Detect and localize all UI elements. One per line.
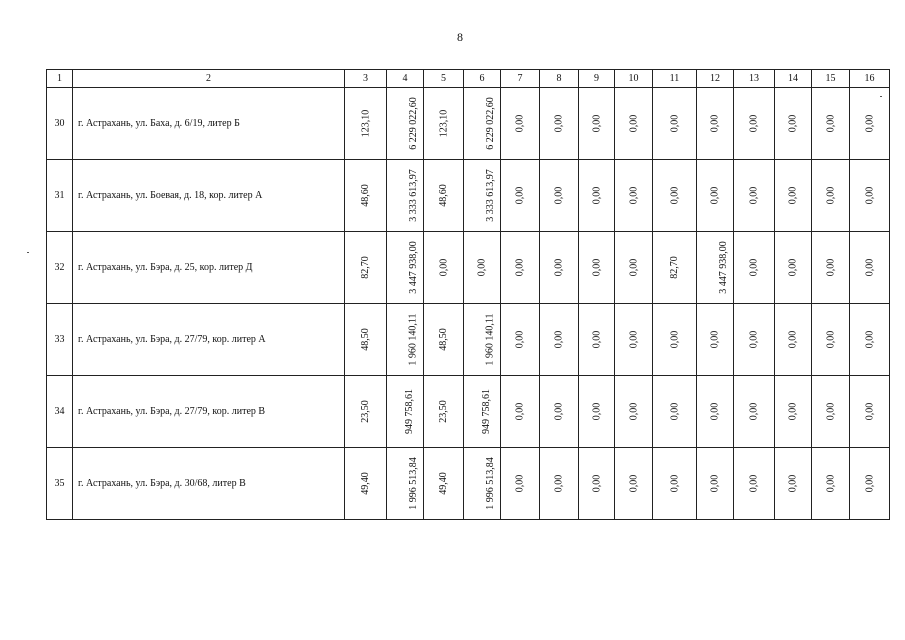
value-text: 0,00 bbox=[825, 330, 836, 349]
value-cell-col-11 bbox=[653, 304, 697, 376]
value-text: 3 447 938,00 bbox=[717, 241, 729, 294]
value-cell-col-7 bbox=[501, 88, 540, 160]
value-text: 0,00 bbox=[864, 114, 875, 133]
column-header-5: 5 bbox=[424, 70, 464, 88]
value-text: 0,00 bbox=[669, 402, 680, 421]
value-text: 0,00 bbox=[748, 258, 760, 277]
value-cell-col-6 bbox=[464, 232, 501, 304]
property-table bbox=[46, 69, 890, 520]
value-cell-col-16 bbox=[850, 448, 890, 520]
value-cell-col-11 bbox=[653, 232, 697, 304]
column-header-1: 1 bbox=[47, 70, 73, 88]
value-text: 0,00 bbox=[787, 330, 799, 349]
column-header-9: 9 bbox=[579, 70, 615, 88]
value-cell-col-9 bbox=[579, 448, 615, 520]
row-number: 30 bbox=[47, 88, 73, 160]
value-cell-col-14 bbox=[775, 304, 812, 376]
address-cell: г. Астрахань, ул. Бэра, д. 27/79, кор. литер А bbox=[73, 304, 345, 376]
table-row bbox=[47, 232, 890, 304]
value-cell-col-11 bbox=[653, 376, 697, 448]
value-text: 3 333 613,97 bbox=[484, 169, 496, 222]
value-cell-col-5 bbox=[424, 304, 464, 376]
column-header-11: 11 bbox=[653, 70, 697, 88]
value-cell-col-15 bbox=[812, 232, 850, 304]
value-cell-col-3 bbox=[345, 304, 387, 376]
value-cell-col-13 bbox=[734, 448, 775, 520]
value-text: 48,50 bbox=[360, 328, 371, 351]
value-text: 0,00 bbox=[438, 258, 449, 277]
value-cell-col-4 bbox=[387, 88, 424, 160]
value-text: 0,00 bbox=[591, 330, 602, 349]
table-row bbox=[47, 160, 890, 232]
value-text: 0,00 bbox=[628, 258, 639, 277]
column-header-3: 3 bbox=[345, 70, 387, 88]
value-cell-col-14 bbox=[775, 376, 812, 448]
value-cell-col-10 bbox=[615, 304, 653, 376]
value-cell-col-9 bbox=[579, 232, 615, 304]
value-cell-col-12 bbox=[697, 304, 734, 376]
value-text: 0,00 bbox=[514, 474, 526, 493]
value-text: 0,00 bbox=[864, 330, 875, 349]
value-text: 123,10 bbox=[438, 109, 449, 138]
value-text: 0,00 bbox=[591, 402, 602, 421]
value-cell-col-5 bbox=[424, 88, 464, 160]
value-cell-col-5 bbox=[424, 376, 464, 448]
value-cell-col-7 bbox=[501, 160, 540, 232]
value-cell-col-12 bbox=[697, 160, 734, 232]
value-text: 0,00 bbox=[628, 402, 639, 421]
value-cell-col-15 bbox=[812, 448, 850, 520]
value-cell-col-9 bbox=[579, 304, 615, 376]
value-text: 0,00 bbox=[825, 402, 836, 421]
value-cell-col-4 bbox=[387, 304, 424, 376]
value-cell-col-9 bbox=[579, 376, 615, 448]
value-cell-col-7 bbox=[501, 304, 540, 376]
value-text: 6 229 022,60 bbox=[407, 97, 419, 150]
value-cell-col-16 bbox=[850, 88, 890, 160]
value-cell-col-13 bbox=[734, 232, 775, 304]
table-row bbox=[47, 88, 890, 160]
value-cell-col-3 bbox=[345, 232, 387, 304]
value-text: 949 758,61 bbox=[404, 389, 415, 434]
value-text: 48,60 bbox=[360, 184, 371, 207]
value-cell-col-15 bbox=[812, 88, 850, 160]
value-cell-col-16 bbox=[850, 160, 890, 232]
address-cell: г. Астрахань, ул. Бэра, д. 27/79, кор. литер В bbox=[73, 376, 345, 448]
value-cell-col-8 bbox=[540, 376, 579, 448]
value-text: 6 229 022,60 bbox=[484, 97, 496, 150]
scan-speck bbox=[27, 252, 29, 253]
value-text: 0,00 bbox=[669, 474, 680, 493]
value-text: 48,60 bbox=[438, 184, 449, 207]
column-header-2: 2 bbox=[73, 70, 345, 88]
value-text: 0,00 bbox=[669, 114, 680, 133]
value-cell-col-16 bbox=[850, 232, 890, 304]
value-cell-col-9 bbox=[579, 88, 615, 160]
value-text: 48,50 bbox=[438, 328, 449, 351]
value-text: 0,00 bbox=[553, 258, 565, 277]
value-cell-col-6 bbox=[464, 304, 501, 376]
value-cell-col-13 bbox=[734, 376, 775, 448]
row-number: 33 bbox=[47, 304, 73, 376]
value-text: 0,00 bbox=[825, 474, 836, 493]
column-header-6: 6 bbox=[464, 70, 501, 88]
column-header-13: 13 bbox=[734, 70, 775, 88]
value-cell-col-16 bbox=[850, 376, 890, 448]
column-header-10: 10 bbox=[615, 70, 653, 88]
column-header-8: 8 bbox=[540, 70, 579, 88]
address-cell: г. Астрахань, ул. Баха, д. 6/19, литер Б bbox=[73, 88, 345, 160]
value-text: 0,00 bbox=[787, 258, 799, 277]
value-cell-col-15 bbox=[812, 160, 850, 232]
value-text: 0,00 bbox=[514, 186, 526, 205]
column-header-12: 12 bbox=[697, 70, 734, 88]
value-cell-col-8 bbox=[540, 88, 579, 160]
value-cell-col-12 bbox=[697, 376, 734, 448]
value-text: 0,00 bbox=[825, 186, 836, 205]
value-cell-col-3 bbox=[345, 160, 387, 232]
value-cell-col-4 bbox=[387, 232, 424, 304]
value-text: 1 960 140,11 bbox=[484, 313, 496, 366]
table-row bbox=[47, 448, 890, 520]
value-text: 0,00 bbox=[591, 474, 602, 493]
value-text: 23,50 bbox=[360, 400, 371, 423]
value-text: 49,40 bbox=[360, 472, 371, 495]
value-text: 0,00 bbox=[709, 330, 721, 349]
value-cell-col-10 bbox=[615, 160, 653, 232]
value-cell-col-12 bbox=[697, 88, 734, 160]
value-cell-col-10 bbox=[615, 376, 653, 448]
value-cell-col-5 bbox=[424, 232, 464, 304]
value-text: 0,00 bbox=[864, 474, 875, 493]
value-cell-col-12 bbox=[697, 448, 734, 520]
value-text: 0,00 bbox=[709, 402, 721, 421]
value-cell-col-14 bbox=[775, 232, 812, 304]
value-cell-col-14 bbox=[775, 160, 812, 232]
value-text: 0,00 bbox=[514, 402, 526, 421]
value-cell-col-6 bbox=[464, 160, 501, 232]
value-cell-col-10 bbox=[615, 88, 653, 160]
value-cell-col-12 bbox=[697, 232, 734, 304]
value-cell-col-10 bbox=[615, 448, 653, 520]
value-cell-col-15 bbox=[812, 304, 850, 376]
value-text: 49,40 bbox=[438, 472, 449, 495]
address-cell: г. Астрахань, ул. Бэра, д. 30/68, литер В bbox=[73, 448, 345, 520]
value-text: 0,00 bbox=[748, 186, 760, 205]
table-row bbox=[47, 304, 890, 376]
value-text: 0,00 bbox=[787, 474, 799, 493]
address-cell: г. Астрахань, ул. Бэра, д. 25, кор. литер Д bbox=[73, 232, 345, 304]
value-text: 0,00 bbox=[787, 186, 799, 205]
value-cell-col-8 bbox=[540, 448, 579, 520]
value-cell-col-4 bbox=[387, 376, 424, 448]
value-text: 0,00 bbox=[476, 258, 488, 277]
row-number: 35 bbox=[47, 448, 73, 520]
value-cell-col-3 bbox=[345, 88, 387, 160]
value-cell-col-4 bbox=[387, 160, 424, 232]
value-text: 0,00 bbox=[514, 330, 526, 349]
value-cell-col-4 bbox=[387, 448, 424, 520]
row-number: 32 bbox=[47, 232, 73, 304]
value-cell-col-3 bbox=[345, 376, 387, 448]
value-text: 82,70 bbox=[669, 256, 680, 279]
value-cell-col-13 bbox=[734, 304, 775, 376]
value-text: 0,00 bbox=[748, 114, 760, 133]
value-cell-col-14 bbox=[775, 448, 812, 520]
value-text: 0,00 bbox=[628, 330, 639, 349]
value-text: 0,00 bbox=[553, 330, 565, 349]
column-header-4: 4 bbox=[387, 70, 424, 88]
value-cell-col-13 bbox=[734, 160, 775, 232]
value-text: 3 447 938,00 bbox=[407, 241, 419, 294]
value-text: 0,00 bbox=[748, 330, 760, 349]
column-number-header bbox=[47, 70, 890, 88]
value-text: 0,00 bbox=[748, 474, 760, 493]
value-text: 0,00 bbox=[591, 258, 602, 277]
value-cell-col-13 bbox=[734, 88, 775, 160]
value-cell-col-10 bbox=[615, 232, 653, 304]
value-text: 0,00 bbox=[748, 402, 760, 421]
value-text: 0,00 bbox=[669, 186, 680, 205]
value-text: 949 758,61 bbox=[481, 389, 492, 434]
value-text: 0,00 bbox=[709, 114, 721, 133]
value-text: 0,00 bbox=[628, 186, 639, 205]
value-text: 0,00 bbox=[553, 114, 565, 133]
value-text: 3 333 613,97 bbox=[407, 169, 419, 222]
row-number: 31 bbox=[47, 160, 73, 232]
value-text: 0,00 bbox=[787, 402, 799, 421]
value-cell-col-16 bbox=[850, 304, 890, 376]
value-cell-col-6 bbox=[464, 376, 501, 448]
value-text: 0,00 bbox=[709, 474, 721, 493]
value-text: 0,00 bbox=[553, 186, 565, 205]
value-text: 0,00 bbox=[553, 402, 565, 421]
row-number: 34 bbox=[47, 376, 73, 448]
value-text: 0,00 bbox=[864, 402, 875, 421]
value-text: 1 996 513,84 bbox=[484, 457, 496, 510]
value-cell-col-11 bbox=[653, 88, 697, 160]
value-text: 1 996 513,84 bbox=[407, 457, 419, 510]
value-cell-col-5 bbox=[424, 160, 464, 232]
value-cell-col-8 bbox=[540, 304, 579, 376]
value-cell-col-11 bbox=[653, 448, 697, 520]
value-cell-col-11 bbox=[653, 160, 697, 232]
value-cell-col-7 bbox=[501, 448, 540, 520]
value-text: 23,50 bbox=[438, 400, 449, 423]
value-text: 0,00 bbox=[825, 258, 836, 277]
value-cell-col-6 bbox=[464, 448, 501, 520]
column-header-16: 16 bbox=[850, 70, 890, 88]
scan-speck bbox=[880, 96, 882, 97]
table-row bbox=[47, 376, 890, 448]
column-header-7: 7 bbox=[501, 70, 540, 88]
address-cell: г. Астрахань, ул. Боевая, д. 18, кор. литер А bbox=[73, 160, 345, 232]
value-cell-col-3 bbox=[345, 448, 387, 520]
value-text: 82,70 bbox=[360, 256, 371, 279]
value-text: 0,00 bbox=[591, 114, 602, 133]
value-cell-col-6 bbox=[464, 88, 501, 160]
value-text: 0,00 bbox=[514, 114, 526, 133]
value-text: 0,00 bbox=[628, 474, 639, 493]
value-cell-col-14 bbox=[775, 88, 812, 160]
page-number: 8 bbox=[457, 30, 463, 44]
value-text: 0,00 bbox=[514, 258, 526, 277]
value-text: 0,00 bbox=[787, 114, 799, 133]
value-text: 0,00 bbox=[825, 114, 836, 133]
value-text: 1 960 140,11 bbox=[407, 313, 419, 366]
value-text: 0,00 bbox=[553, 474, 565, 493]
value-cell-col-9 bbox=[579, 160, 615, 232]
column-header-15: 15 bbox=[812, 70, 850, 88]
value-text: 0,00 bbox=[669, 330, 680, 349]
value-cell-col-7 bbox=[501, 232, 540, 304]
value-cell-col-8 bbox=[540, 160, 579, 232]
value-cell-col-8 bbox=[540, 232, 579, 304]
value-text: 0,00 bbox=[864, 258, 875, 277]
value-cell-col-15 bbox=[812, 376, 850, 448]
value-text: 0,00 bbox=[628, 114, 639, 133]
value-cell-col-5 bbox=[424, 448, 464, 520]
value-text: 0,00 bbox=[864, 186, 875, 205]
value-text: 123,10 bbox=[360, 109, 371, 138]
value-cell-col-7 bbox=[501, 376, 540, 448]
column-header-14: 14 bbox=[775, 70, 812, 88]
value-text: 0,00 bbox=[709, 186, 721, 205]
value-text: 0,00 bbox=[591, 186, 602, 205]
